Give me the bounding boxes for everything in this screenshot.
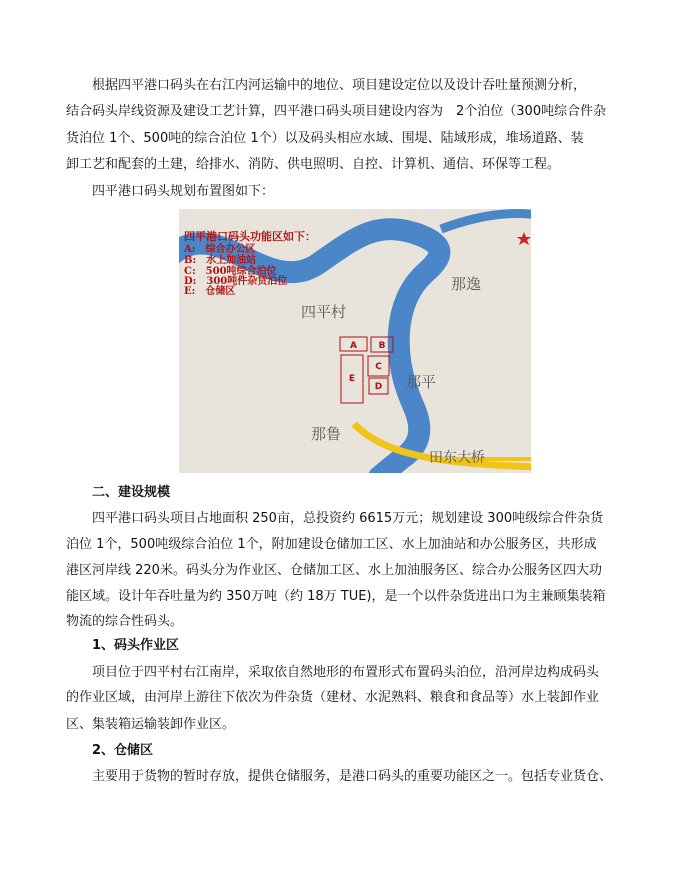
legend-item: C: 500吨综合泊位 (184, 266, 277, 277)
paragraph-line: 港区河岸线 220米。码头分为作业区、仓储加工区、水上加油服务区、综合办公服务区四大功 (66, 563, 602, 578)
legend-item: E: 仓储区 (184, 286, 236, 297)
paragraph-line: 区、集装箱运输装卸作业区。 (66, 717, 236, 732)
zone-d-label: D (374, 382, 383, 392)
place-label-siping: 四平村 (301, 303, 347, 321)
section-heading: 2、仓储区 (92, 743, 154, 758)
place-label-nalu: 那鲁 (311, 425, 342, 443)
legend-title: 四平港口码头功能区如下： (184, 230, 316, 243)
legend-item: B: 水上加油站 (184, 255, 257, 266)
section-heading: 1、码头作业区 (92, 638, 180, 653)
legend-item: D: 300吨件杂货泊位 (184, 276, 288, 287)
legend-item: A: 综合办公区 (184, 244, 256, 255)
port-layout-map (179, 209, 531, 473)
paragraph-line: 根据四平港口码头在右江内河运输中的地位、项目建设定位以及设计吞吐量预测分析， (92, 78, 587, 93)
paragraph-line: 四平港口码头项目占地面积 250亩，总投资约 6615万元；规划建设 300吨级综合件杂货 (92, 511, 604, 526)
zone-c-label: C (375, 362, 382, 372)
paragraph-line: 的作业区域，由河岸上游往下依次为件杂货（建材、水泥熟料、粮食和食品等）水上装卸作业 (66, 690, 600, 705)
paragraph-line: 主要用于货物的暂时存放，提供仓储服务，是港口码头的重要功能区之一。包括专业货仓、 (92, 769, 613, 784)
paragraph-line: 卸工艺和配套的土建，给排水、消防、供电照明、自控、计算机、通信、环保等工程。 (66, 157, 561, 172)
place-label-nayi: 那逸 (451, 275, 482, 293)
paragraph-line: 货泊位 1个、500吨的综合泊位 1个）以及码头相应水域、围堤、陆域形成，堆场道路、装 (66, 131, 584, 146)
zone-b-label: B (378, 341, 386, 351)
zone-a-label: A (350, 341, 357, 351)
paragraph-line: 泊位 1个，500吨级综合泊位 1个，附加建设仓储加工区、水上加油站和办公服务区，共形成 (66, 537, 597, 552)
map-svg (179, 209, 531, 473)
paragraph-line: 物流的综合性码头。 (66, 614, 184, 629)
place-label-bridge: 田东大桥 (429, 450, 485, 466)
paragraph-line: 项目位于四平村右江南岸，采取依自然地形的布置形式布置码头泊位，沿河岸边构成码头 (92, 665, 600, 680)
place-label-naping: 那平 (406, 373, 437, 391)
paragraph-line: 能区域。设计年吞吐量为约 350万吨（约 18万 TUE)，是一个以件杂货进出口为主兼顾集装箱 (66, 589, 606, 604)
zone-e-label: E (348, 374, 356, 384)
section-heading: 二、建设规模 (92, 485, 171, 500)
map-intro: 四平港口码头规划布置图如下： (92, 184, 275, 199)
paragraph-line: 结合码头岸线资源及建设工艺计算，四平港口码头项目建设内容为 2个泊位（300吨综合件杂 (66, 104, 607, 119)
